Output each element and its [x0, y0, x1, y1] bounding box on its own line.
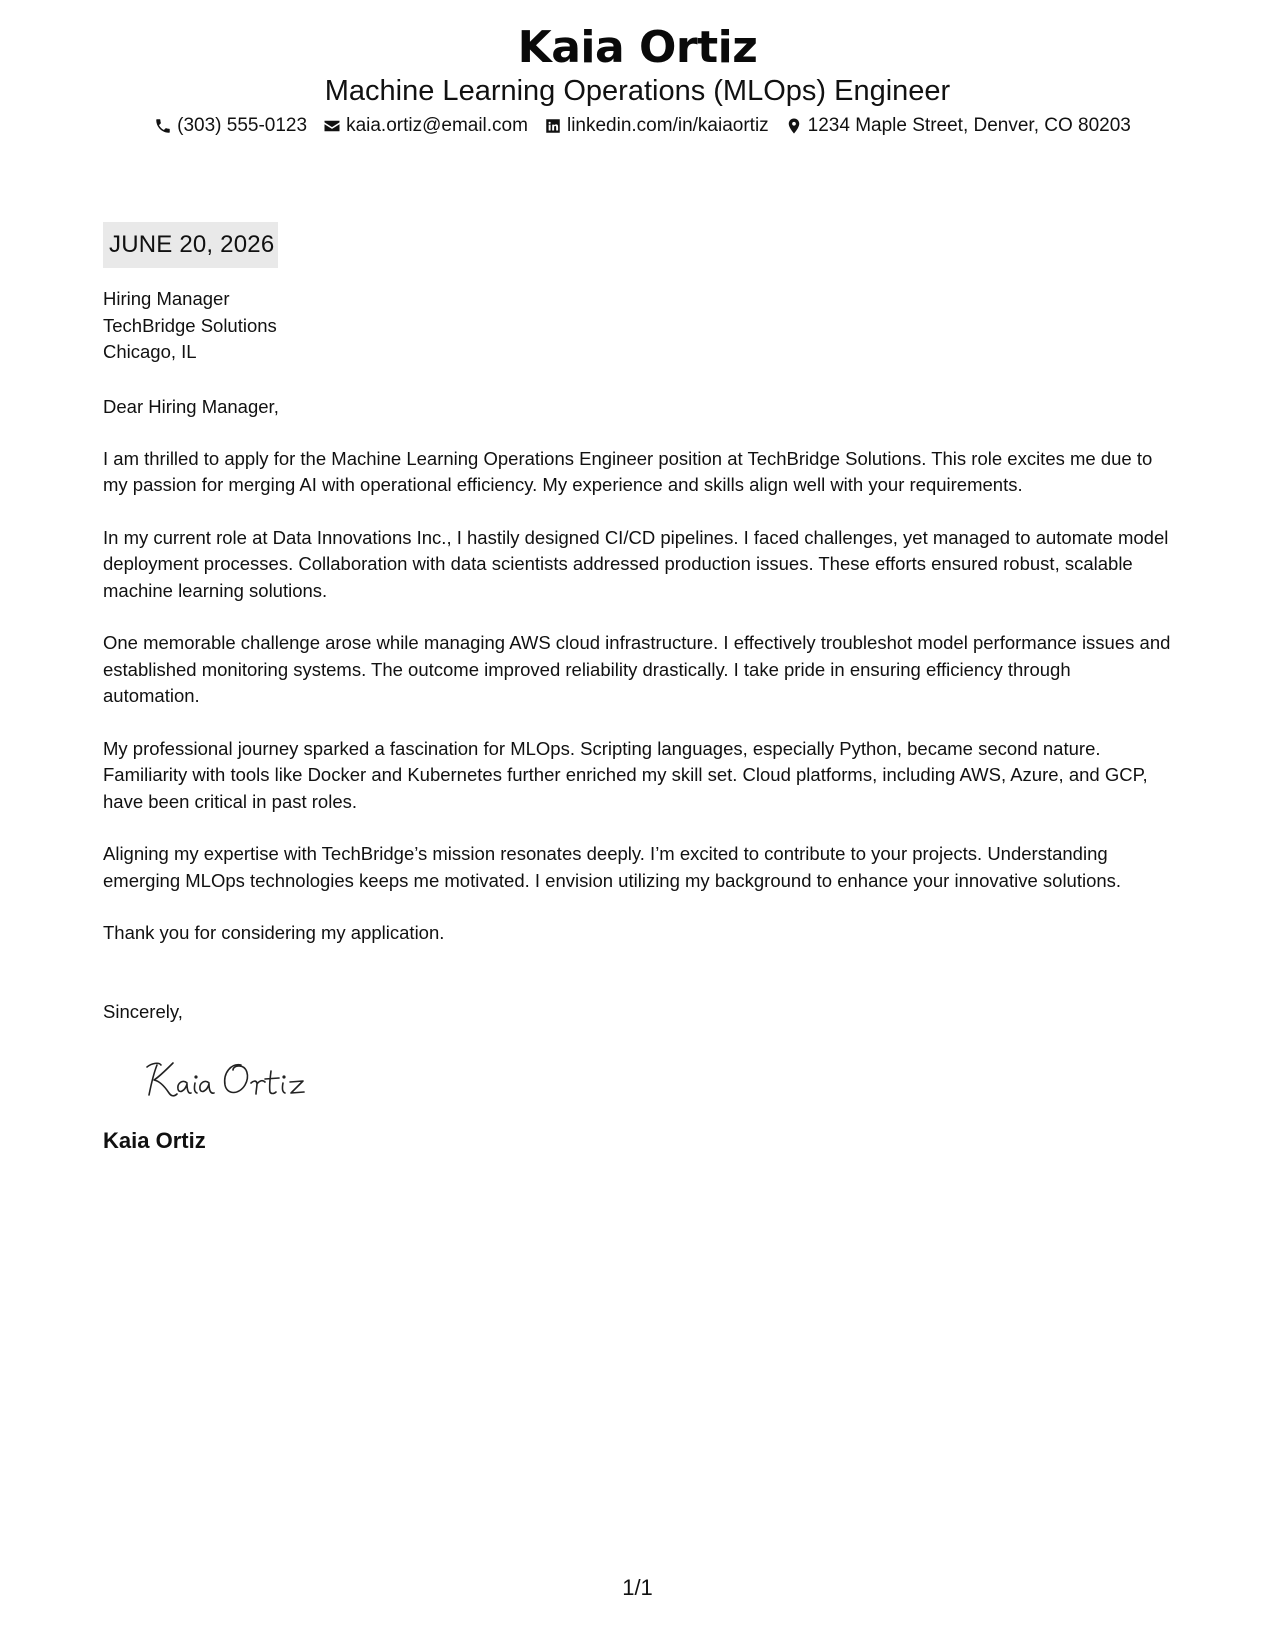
- closing: Sincerely,: [103, 1001, 183, 1022]
- linkedin-icon: [544, 117, 562, 135]
- body-paragraph: My professional journey sparked a fascination for MLOps. Scripting languages, especially Python, became second nature. Familiarity with tools like Docker and Kubernetes further enriched my skill set. Cloud platforms, including AWS, Azure, and GCP, have been critical in past roles.: [103, 737, 1148, 812]
- contact-row: [0, 112, 1275, 140]
- phone-icon: [154, 117, 172, 135]
- envelope-icon: [323, 117, 341, 135]
- email-text: kaia.ortiz@email.com: [346, 115, 528, 136]
- recipient-title: Hiring Manager: [103, 288, 230, 309]
- address-text: 1234 Maple Street, Denver, CO 80203: [807, 115, 1131, 136]
- contact-email: [323, 112, 528, 140]
- contact-linkedin: [544, 112, 769, 140]
- signed-name: Kaia Ortiz: [103, 1128, 206, 1153]
- letter-header: [0, 22, 1275, 140]
- location-pin-icon: [785, 117, 803, 135]
- recipient-company: TechBridge Solutions: [103, 314, 277, 336]
- letter-body: [103, 222, 1173, 1155]
- recipient-block: [103, 286, 1173, 366]
- body-paragraph: I am thrilled to apply for the Machine Learning Operations Engineer position at TechBridge Solutions. This role excites me due to my passion for merging AI with operational efficiency. My experience and skills align well with your requirements.: [103, 447, 1153, 495]
- body-paragraph: In my current role at Data Innovations Inc., I hastily designed CI/CD pipelines. I faced challenges, yet managed to automate model deployment processes. Collaboration with data scientists addressed production issues. These efforts ensured robust, scalable machine learning solutions.: [103, 526, 1169, 601]
- phone-text: (303) 555-0123: [177, 115, 308, 136]
- body-paragraph: Aligning my expertise with TechBridge’s mission resonates deeply. I’m excited to contribute to your projects. Understanding emerging MLOps technologies keeps me motivated. I envision utilizing my background to enhance your innovative solutions.: [103, 843, 1122, 891]
- page-number: 1/1: [622, 1575, 653, 1600]
- contact-phone: [154, 112, 307, 140]
- letter-date: JUNE 20, 2026: [103, 222, 278, 268]
- handwritten-signature: [143, 1053, 1173, 1107]
- recipient-location: Chicago, IL: [103, 341, 197, 362]
- linkedin-text: linkedin.com/in/kaiaortiz: [566, 115, 769, 136]
- contact-address: [785, 112, 1131, 140]
- salutation: Dear Hiring Manager,: [103, 395, 279, 417]
- body-paragraph: One memorable challenge arose while managing AWS cloud infrastructure. I effectively troubleshot model performance issues and established monitoring systems. The outcome improved reliability drastically. I take pride in ensuring efficiency through automation.: [103, 632, 1171, 706]
- job-title: Machine Learning Operations (MLOps) Engineer: [324, 75, 951, 107]
- thank-you-line: Thank you for considering my application.: [103, 922, 445, 943]
- applicant-name: Kaia Ortiz: [517, 22, 758, 73]
